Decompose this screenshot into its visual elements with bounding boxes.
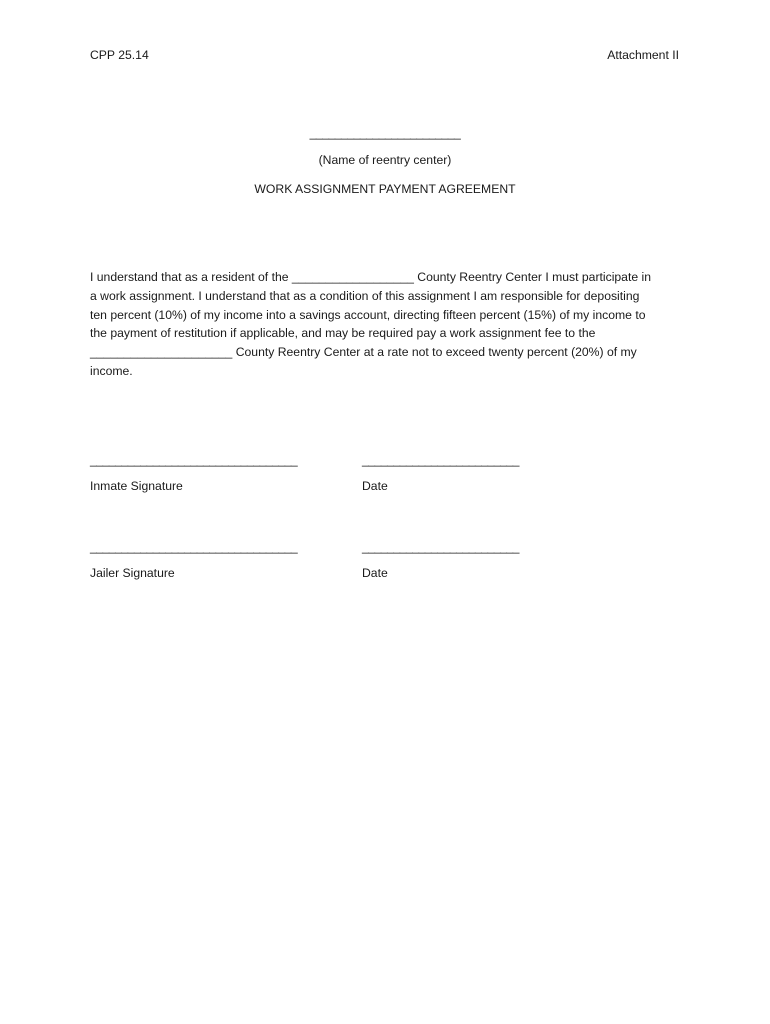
agreement-line: income. — [90, 363, 133, 378]
jailer-signature-label: Jailer Signature — [90, 566, 175, 580]
agreement-line: I understand that as a resident of the __________________ County Reentry Center I must participate in — [90, 270, 651, 284]
reentry-center-name-blank: ________________________ — [309, 126, 461, 140]
agreement-paragraph — [90, 268, 690, 381]
attachment-label: Attachment II — [607, 48, 679, 62]
agreement-line: ten percent (10%) of my income into a savings account, directing fifteen percent (15%) of my income to — [90, 307, 646, 322]
inmate-date-line: _________________________ — [362, 453, 519, 467]
inmate-signature-label: Inmate Signature — [90, 479, 183, 493]
agreement-line: _____________________ County Reentry Center at a rate not to exceed twenty percent (20%) of my — [90, 345, 637, 360]
inmate-date-label: Date — [362, 479, 388, 493]
inmate-signature-line: _________________________________ — [90, 453, 298, 467]
document-title: WORK ASSIGNMENT PAYMENT AGREEMENT — [254, 182, 516, 196]
jailer-date-line: _________________________ — [362, 540, 519, 554]
document-code: CPP 25.14 — [90, 48, 149, 62]
jailer-date-label: Date — [362, 566, 388, 580]
agreement-line: a work assignment. I understand that as a condition of this assignment I am responsible for depositing — [90, 288, 640, 303]
jailer-signature-line: _________________________________ — [90, 540, 298, 554]
reentry-center-name-caption: (Name of reentry center) — [318, 153, 452, 167]
agreement-line: the payment of restitution if applicable, and may be required pay a work assignment fee to the — [90, 326, 596, 341]
